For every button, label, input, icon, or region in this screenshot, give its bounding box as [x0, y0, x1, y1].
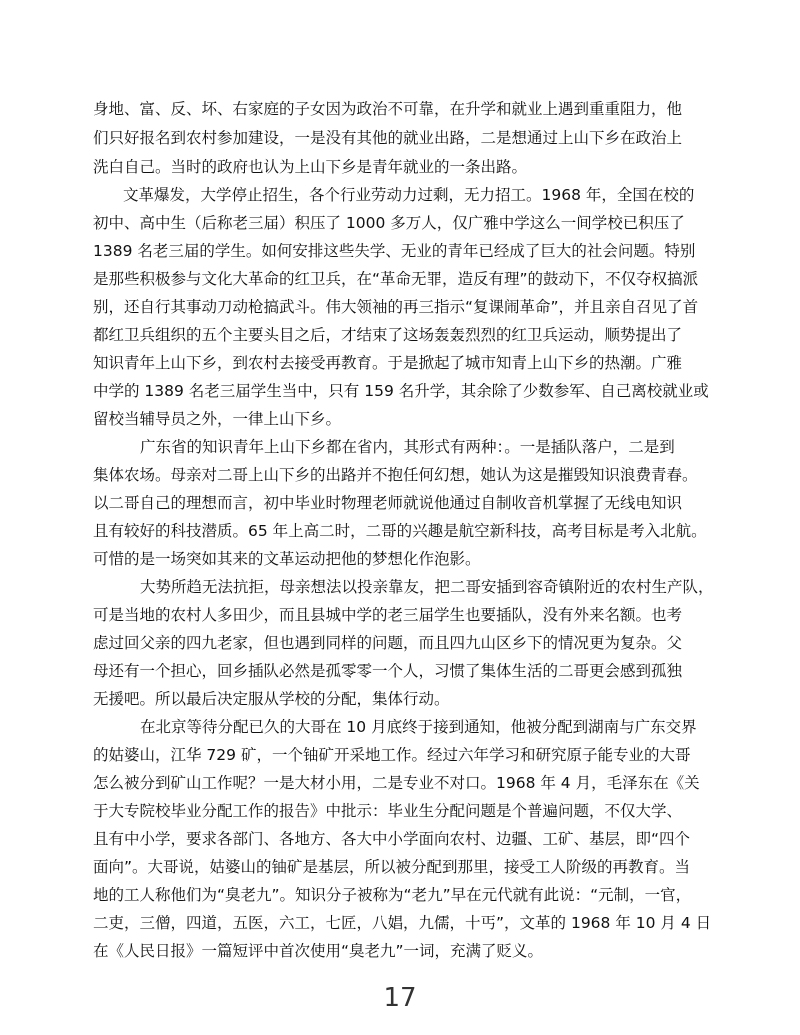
text-line: 广东省的知识青年上山下乡都在省内，其形式有两种：。一是插队落户，二是到 [140, 438, 675, 456]
page-number: 17 [383, 983, 417, 1013]
text-line: 1389 名老三届的学生。如何安排这些失学、无业的青年已经成了巨大的社会问题。特别 [93, 242, 696, 260]
text-line: 都红卫兵组织的五个主要头目之后，才结束了这场轰轰烈烈的红卫兵运动，顺势提出了 [93, 326, 683, 344]
text-line: 可惜的是一场突如其来的文革运动把他的梦想化作泡影。 [93, 550, 481, 568]
text-line: 怎么被分到矿山工作呢？一是大材小用，二是专业不对口。1968 年 4 月，毛泽东在《关 [93, 774, 700, 792]
text-line: 知识青年上山下乡，到农村去接受再教育。于是掀起了城市知青上山下乡的热潮。广雅 [93, 354, 683, 372]
text-line: 中学的 1389 名老三届学生当中，只有 159 名升学，其余除了少数参军、自己离校就业或 [93, 382, 709, 400]
text-line: 初中、高中生（后称老三届）积压了 1000 多万人，仅广雅中学这么一间学校已积压了 [93, 214, 685, 232]
text-line: 大势所趋无法抗拒，母亲想法以投亲靠友，把二哥安插到容奇镇附近的农村生产队， [140, 578, 714, 596]
text-line: 二吏，三僧，四道，五医，六工，七匠，八娼，九儒，十丐”，文革的 1968 年 10 月 4 日 [93, 914, 712, 932]
text-line: 别，还自行其事动刀动枪搞武斗。伟大领袖的再三指示“复课闹革命”，并且亲自召见了首 [93, 298, 699, 316]
text-line: 于大专院校毕业分配工作的报告》中批示：毕业生分配问题是个普遍问题，不仅大学、 [93, 802, 683, 820]
text-line: 虑过回父亲的四九老家，但也遇到同样的问题，而且四九山区乡下的情况更为复杂。父 [93, 634, 683, 652]
text-line: 且有较好的科技潜质。65 年上高二时，二哥的兴趣是航空新科技，高考目标是考入北航。 [93, 522, 707, 540]
text-line: 身地、富、反、坏、右家庭的子女因为政治不可靠，在升学和就业上遇到重重阻力，他 [93, 100, 683, 118]
text-line: 母还有一个担心，回乡插队必然是孤零零一个人，习惯了集体生活的二哥更会感到孤独 [93, 662, 683, 680]
text-line: 们只好报名到农村参加建设，一是没有其他的就业出路，二是想通过上山下乡在政治上 [93, 129, 683, 147]
text-line: 是那些积极参与文化大革命的红卫兵，在“革命无罪，造反有理”的鼓动下，不仅夺权搞派 [93, 270, 699, 288]
text-line: 无援吧。所以最后决定服从学校的分配，集体行动。 [93, 690, 450, 708]
text-line: 地的工人称他们为“臭老九”。知识分子被称为“老九”早在元代就有此说：“元制，一官， [93, 886, 692, 904]
text-line: 在北京等待分配已久的大哥在 10 月底终于接到通知，他被分配到湖南与广东交界 [140, 718, 697, 736]
text-line: 文革爆发，大学停止招生，各个行业劳动力过剩，无力招工。1968 年，全国在校的 [123, 186, 695, 204]
text-line: 且有中小学，要求各部门、各地方、各大中小学面向农村、边疆、工矿、基层，即“四个 [93, 830, 691, 848]
text-line: 留校当辅导员之外，一律上山下乡。 [93, 410, 342, 428]
text-line: 的姑婆山，江华 729 矿，一个铀矿开采地工作。经过六年学习和研究原子能专业的大哥 [93, 746, 691, 764]
text-line: 集体农场。母亲对二哥上山下乡的出路并不抱任何幻想，她认为这是摧毁知识浪费青春。 [93, 466, 698, 484]
text-line: 以二哥自己的理想而言，初中毕业时物理老师就说他通过自制收音机掌握了无线电知识 [93, 494, 683, 512]
text-line: 面向”。大哥说，姑婆山的铀矿是基层，所以被分配到那里，接受工人阶级的再教育。当 [93, 858, 691, 876]
text-line: 可是当地的农村人多田少，而且县城中学的老三届学生也要插队，没有外来名额。也考 [93, 606, 683, 624]
text-line: 洗白自己。当时的政府也认为上山下乡是青年就业的一条出路。 [93, 158, 528, 176]
text-line: 在《人民日报》一篇短评中首次使用“臭老九”一词，充满了贬义。 [93, 942, 544, 960]
